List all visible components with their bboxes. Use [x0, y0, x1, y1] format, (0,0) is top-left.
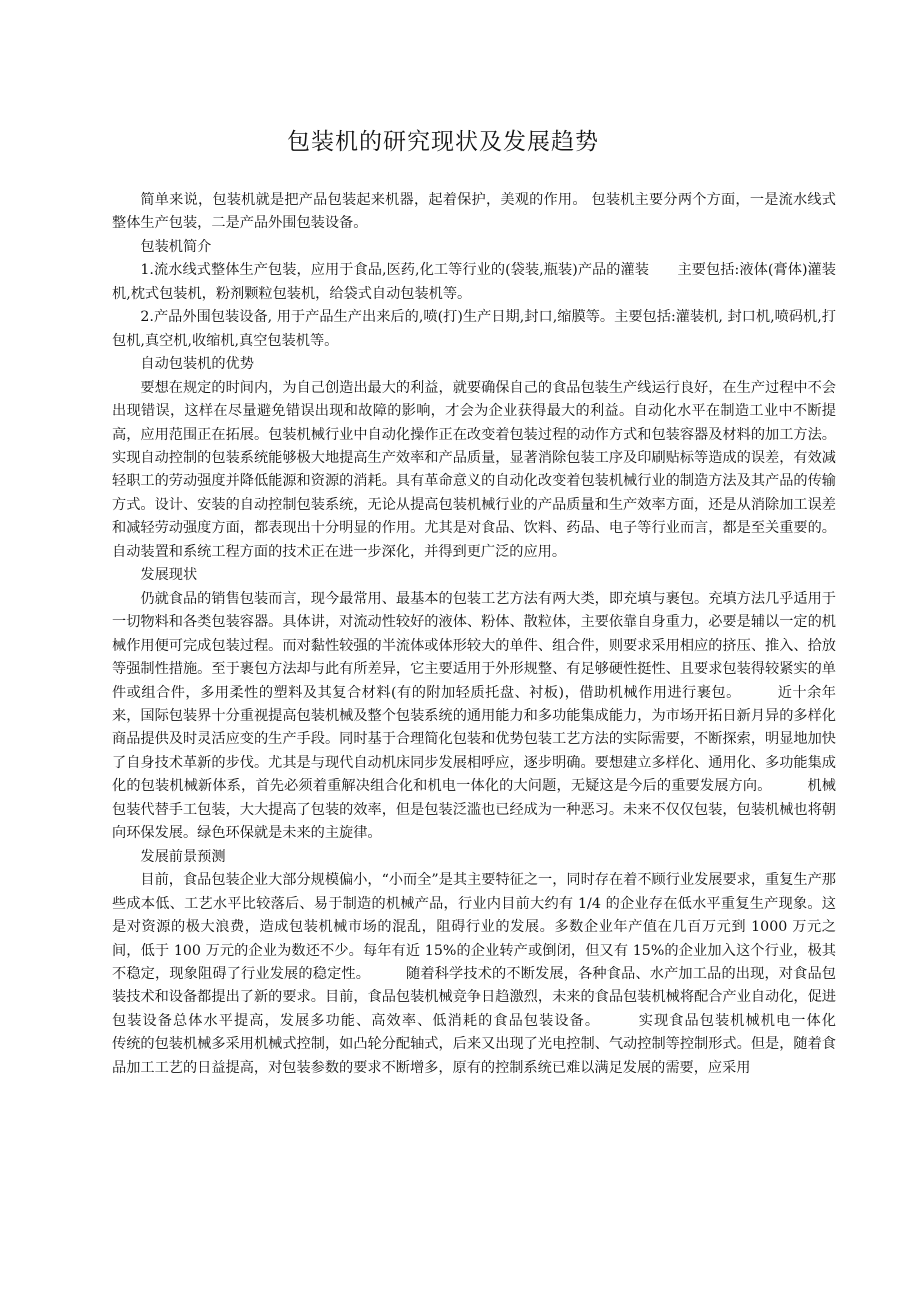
paragraph-advantages: 要想在规定的时间内，为自己创造出最大的利益，就要确保自己的食品包装生产线运行良好，在生产过程中不会出现错误，这样在尽量避免错误出现和故障的影响，才会为企业获得最大的利益。自动化水平在制造工业中不断提高，应用范围正在拓展。包装机械行业中自动化操作正在改变着包装过程的动作方式和包装容器及材料的加工方法。实现自动控制的包装系统能够极大地提高生产效率和产品质量，显著消除包装工序及印刷贴标等造成的误差，有效减轻职工的劳动强度并降低能源和资源的消耗。具有革命意义的自动化改变着包装机械行业的制造方法及其产品的传输方式。设计、安装的自动控制包装系统，无论从提高包装机械行业的产品质量和生产效率方面，还是从消除加工误差和减轻劳动强度方面，都表现出十分明显的作用。尤其是对食品、饮料、药品、电子等行业而言，都是至关重要的。自动装置和系统工程方面的技术正在进一步深化，并得到更广泛的应用。: [112, 379, 836, 560]
intro-paragraph: 简单来说，包装机就是把产品包装起来机器，起着保护，美观的作用。 包装机主要分两个方面，一是流水线式整体生产包装，二是产品外围包装设备。: [112, 192, 836, 232]
section-heading-status: 发展现状: [140, 567, 198, 584]
section-heading-advantages: 自动包装机的优势: [140, 356, 254, 373]
document-body: [112, 189, 879, 1080]
paragraph-peripheral-equipment: 2.产品外围包装设备, 用于产品生产出来后的,喷(打)生产日期,封口,缩膜等。主要包括:灌装机, 封口机,喷码机,打包机,真空机,收缩机,真空包装机等。: [112, 309, 836, 349]
paragraph-status: 仍就食品的销售包装而言，现今最常用、最基本的包装工艺方法有两大类，即充填与裹包。充填方法几乎适用于一切物料和各类包装容器。具体讲，对流动性较好的液体、粉体、散粒体，主要依靠自身重力，必要是辅以一定的机械作用便可完成包装过程。而对黏性较强的半流体或体形较大的单件、组合件，则要求采用相应的挤压、推入、拾放等强制性措施。至于裹包方法却与此有所差异，它主要适用于外形规整、有足够硬性挺性、且要求包装得较紧实的单件或组合件，多用柔性的塑料及其复合材料(有的附加轻质托盘、衬板)，借助机械作用进行裹包。 近十余年来，国际包装界十分重视提高包装机械及整个包装系统的通用能力和多功能集成能力，为市场开拓日新月异的多样化商品提供及时灵活应变的生产手段。同时基于合理简化包装和优势包装工艺方法的实际需要，不断探索，明显地加快了自身技术革新的步伐。尤其是与现代自动机床同步发展相呼应，逐步明确。要想建立多样化、通用化、多功能集成化的包装机械新体系，首先必须着重解决组合化和机电一体化的大问题，无疑这是今后的重要发展方向。 机械包装代替手工包装，大大提高了包装的效率，但是包装泛滥也已经成为一种恶习。未来不仅仅包装，包装机械也将朝向环保发展。绿色环保就是未来的主旋律。: [112, 590, 836, 842]
section-heading-prospects: 发展前景预测: [140, 848, 226, 865]
paragraph-line-packaging: 1.流水线式整体生产包装，应用于食品,医药,化工等行业的(袋装,瓶装)产品的灌装 主要包括:液体(膏体)灌装机,枕式包装机，粉剂颗粒包装机，给袋式自动包装机等。: [112, 262, 836, 302]
page-title: 包装机的研究现状及发展趋势: [287, 129, 599, 155]
section-heading-intro: 包装机简介: [140, 238, 212, 255]
paragraph-prospects: 目前，食品包装企业大部分规模偏小，“小而全”是其主要特征之一，同时存在着不顾行业发展要求，重复生产那些成本低、工艺水平比较落后、易于制造的机械产品，行业内目前大约有 1/4 的企业存在低水平重复生产现象。这是对资源的极大浪费，造成包装机械市场的混乱，阻碍行业的发展。多数企业年产值在几百万元到 1000 万元之间，低于 100 万元的企业为数还不少。每年有近 15%的企业转产或倒闭，但又有 15%的企业加入这个行业，极其不稳定，现象阻碍了行业发展的稳定性。 随着科学技术的不断发展，各种食品、水产加工品的出现，对食品包装技术和设备都提出了新的要求。目前，食品包装机械竞争日趋激烈，未来的食品包装机械将配合产业自动化，促进包装设备总体水平提高，发展多功能、高效率、低消耗的食品包装设备。 实现食品包装机械机电一体化 传统的包装机械多采用机械式控制，如凸轮分配轴式，后来又出现了光电控制、气动控制等控制形式。但是，随着食品加工工艺的日益提高，对包装参数的要求不断增多，原有的控制系统已难以满足发展的需要，应采用: [112, 872, 879, 1076]
